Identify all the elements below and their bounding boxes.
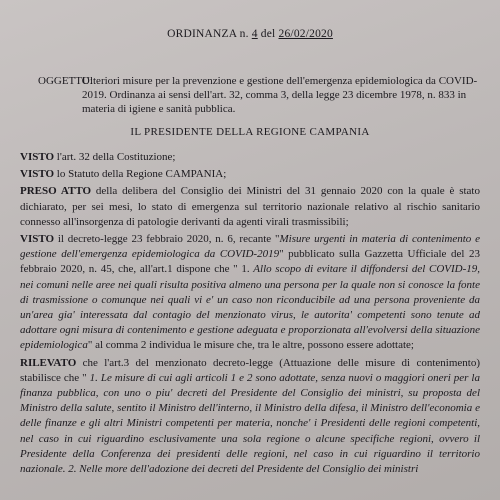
ordinance-prefix: ORDINANZA n. (167, 28, 249, 40)
paragraph-visto-statuto (20, 167, 480, 182)
ordinance-date-prefix: del (260, 28, 276, 40)
article-quote-italic: 1. Le misure di cui agli articoli 1 e 2 sono adottate, senza nuovi o maggiori oneri per la finanza pubblica, con uno o piu' decreti del Presidente del Consiglio dei ministri, su proposta del Ministro della salute, sentito il Ministro dell'interno, il Ministro della difesa, il Ministro dell'economia e delle finanze e gli altri Ministri competenti per materia, nonche' i Presidenti delle regioni competenti, nel caso in cui riguardino esclusivamente una sola regione o alcune specifiche regioni, ovvero il Presidente della Conferenza dei presidenti delle regioni, nel caso in cui riguardino il territorio nazionale. 2. Nelle more dell'adozione dei decreti del Presidente del Consiglio dei ministri (20, 371, 480, 476)
paragraph-visto-decreto (20, 232, 480, 354)
paragraph-keyword: PRESO ATTO (20, 185, 92, 198)
ordinance-date: 26/02/2020 (278, 28, 333, 40)
subject-text: Ulteriori misure per la prevenzione e gestione dell'emergenza epidemiologica da COVID-2019. Ordinanza ai sensi dell'art. 32, comma 3, della legge 23 dicembre 1978, n. 833 in materia di igiene e sanità pubblica. (82, 75, 478, 115)
paragraph-visto-costituzione (20, 150, 480, 165)
subject-label: OGGETTO: (38, 75, 93, 87)
document-body (20, 150, 480, 479)
paragraph-keyword: VISTO (20, 233, 55, 246)
president-title: IL PRESIDENTE DELLA REGIONE CAMPANIA (130, 126, 370, 138)
ordinance-heading (0, 28, 500, 40)
paragraph-text: che l'art.3 del menzionato decreto-legge (Attuazione delle misure di contenimento) stabilisce che " (20, 356, 480, 384)
paragraph-text: " al comma 2 individua le misure che, tra le altre, possono essere adottate; (87, 339, 414, 352)
paragraph-text: " pubblicato sulla Gazzetta Ufficiale del 23 febbraio 2020, n. 45, che, all'art.1 dispone che " 1. (20, 248, 480, 276)
paragraph-keyword: RILEVATO (20, 356, 77, 369)
subject-block (38, 74, 483, 116)
ordinance-number: 4 (251, 28, 258, 40)
paragraph-preso-atto (20, 184, 480, 230)
paragraph-text: lo Statuto della Regione CAMPANIA; (54, 168, 227, 181)
paragraph-rilevato (20, 356, 480, 478)
paragraph-keyword: VISTO (20, 151, 55, 163)
paragraph-text: della delibera del Consiglio dei Ministri del 31 gennaio 2020 con la quale è stato dichiarato, per sei mesi, lo stato di emergenza sul territorio nazionale relativo al rischio sanitario connesso all'insorgenza di patologie derivanti da agenti virali trasmissibili; (20, 185, 480, 228)
paragraph-keyword: VISTO (20, 168, 55, 181)
paragraph-text: l'art. 32 della Costituzione; (54, 151, 176, 163)
decree-title-italic: Misure urgenti in materia di contenimento e gestione dell'emergenza epidemiologica da COVID-2019 (20, 233, 480, 261)
decree-quote-italic: Allo scopo di evitare il diffondersi del COVID-19, nei comuni nelle aree nei quali risulta positiva almeno una persona per la quale non si conosce la fonte di trasmissione o comunque nei quali vi e' un caso non riconducibile ad una persona proveniente da un'area gia' interessata dal contagio del menzionato virus, le autorita' competenti sono tenute ad adottare ogni misura di contenimento e gestione adeguata e proporzionata all'evolversi della situazione epidemiologica (20, 263, 480, 352)
paragraph-text: il decreto-legge 23 febbraio 2020, n. 6, recante " (54, 233, 280, 246)
